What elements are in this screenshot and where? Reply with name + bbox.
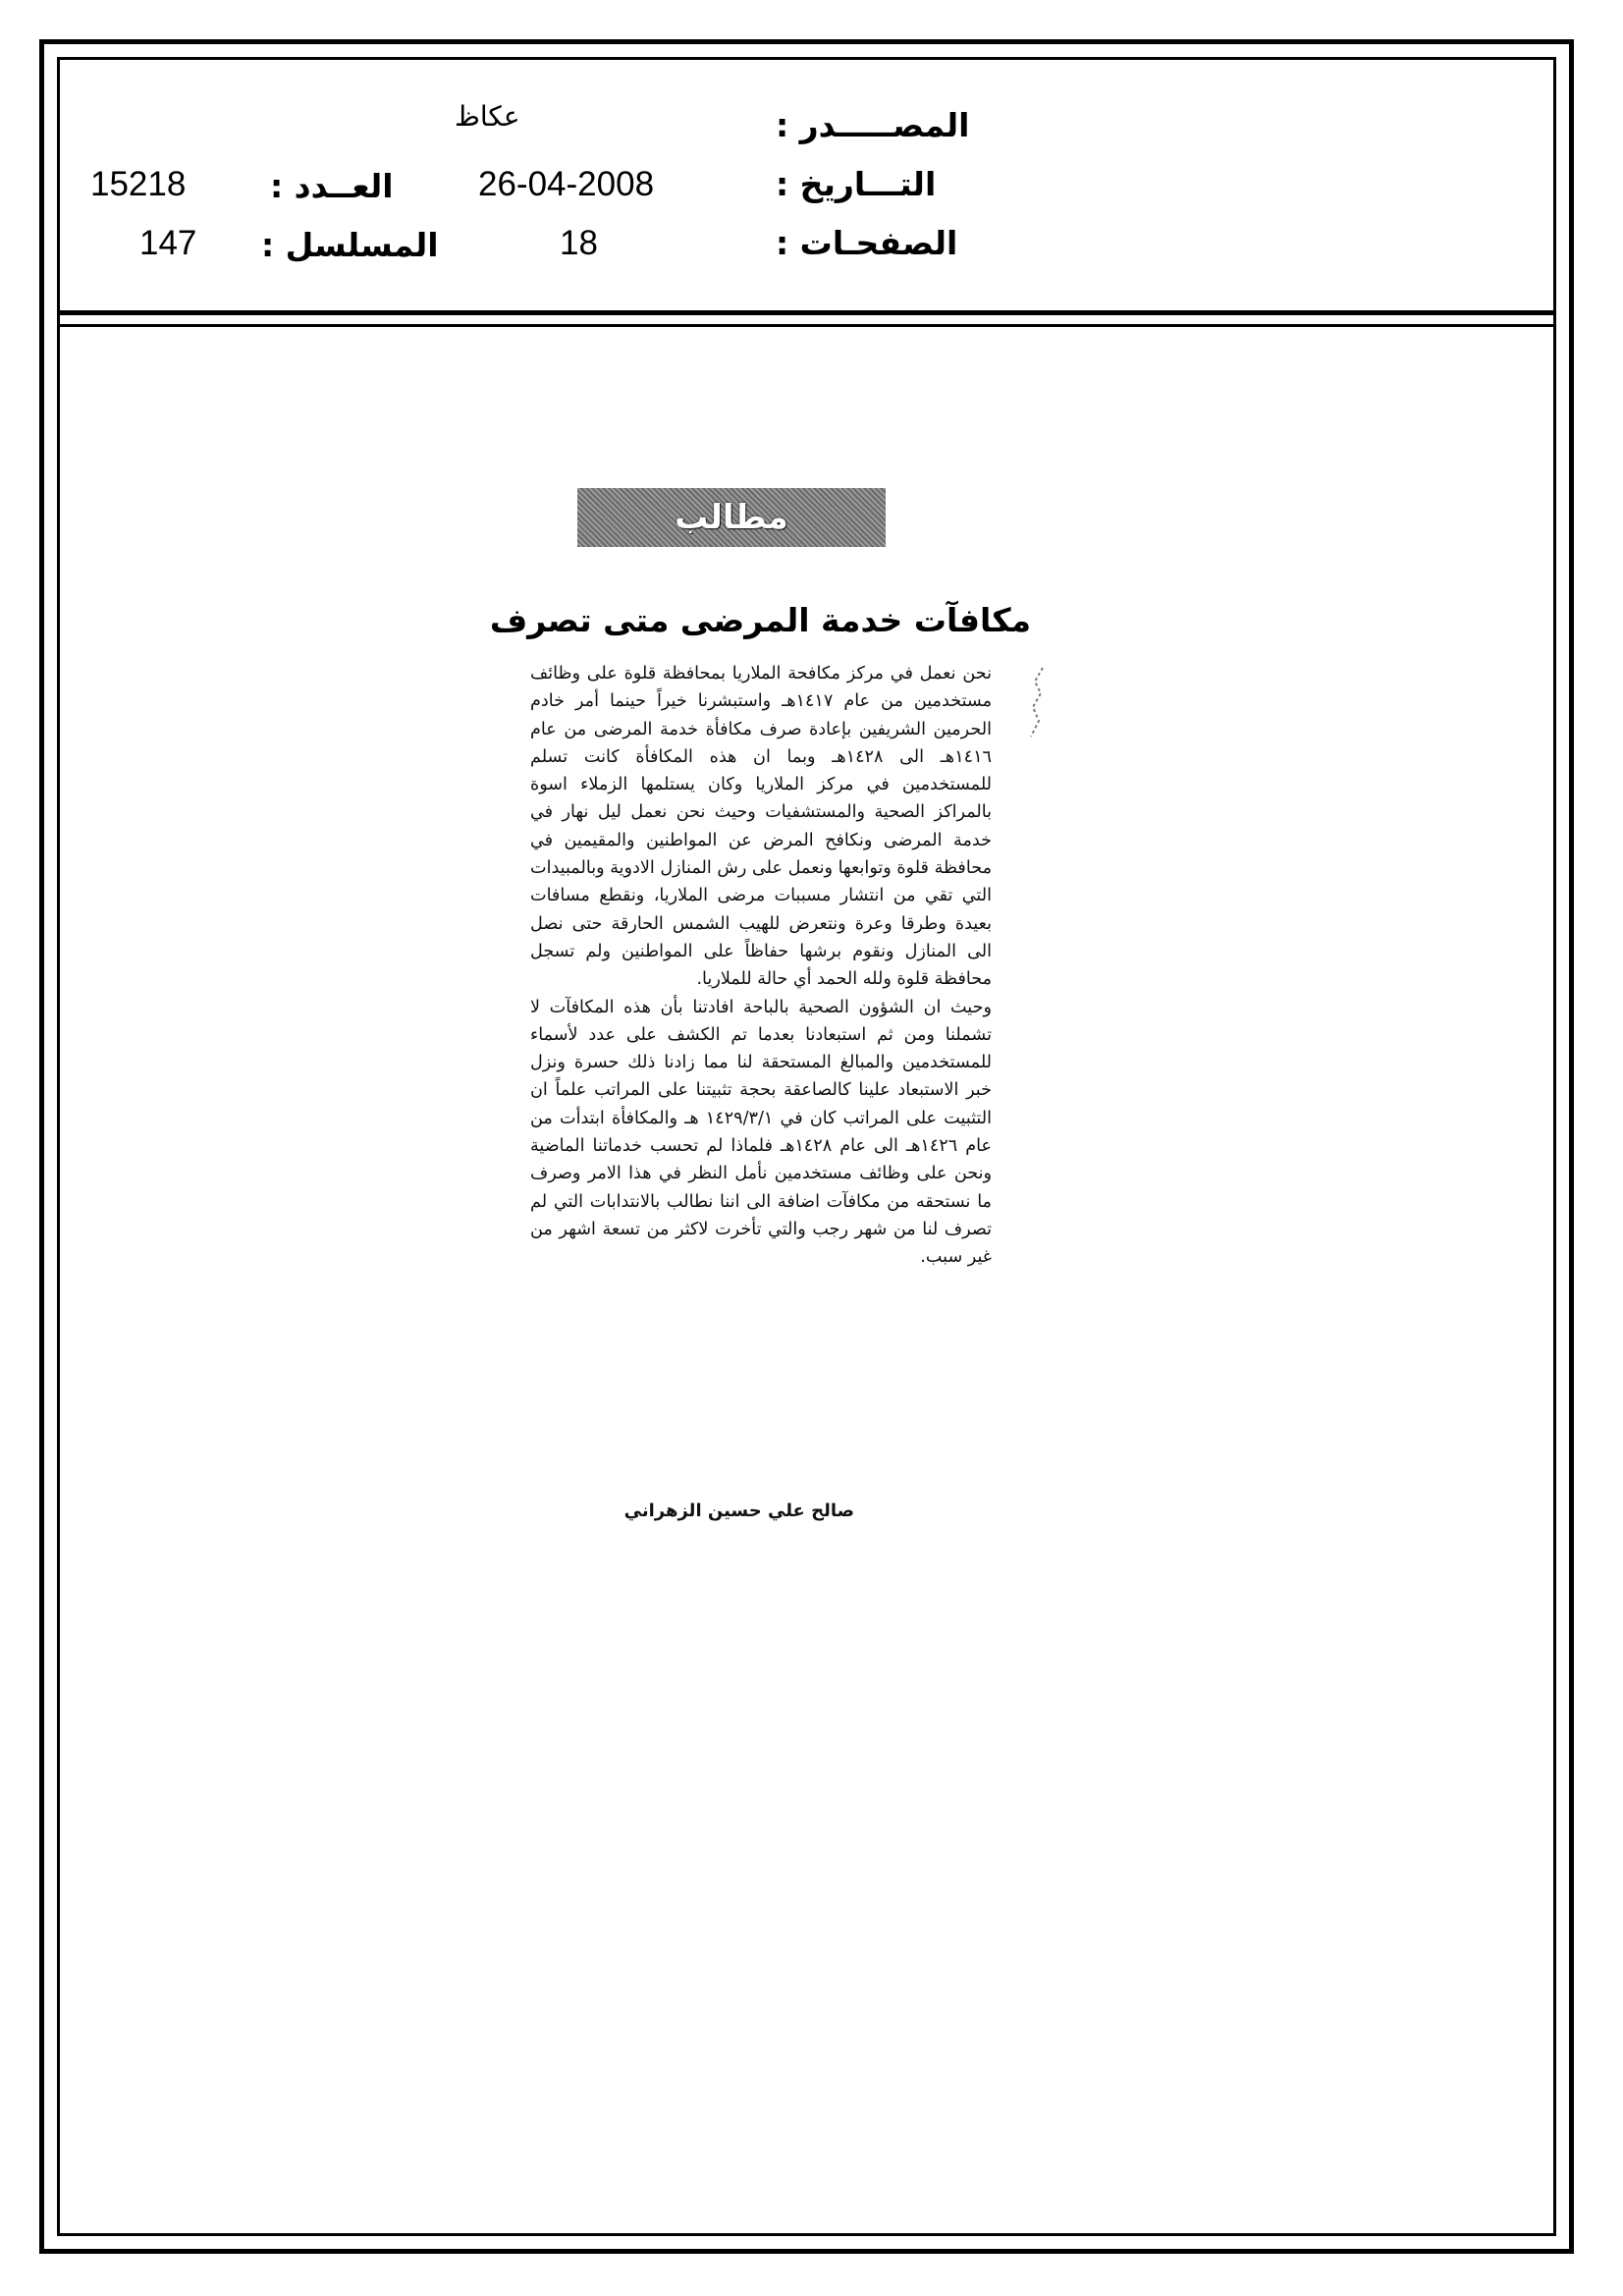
date-value: 26-04-2008 [478,165,655,203]
section-banner [577,488,886,547]
serial-value: 147 [139,224,197,262]
article-headline: مكافآت خدمة المرضى متى تصرف [489,601,1031,639]
issue-value: 15218 [90,165,187,203]
source-label: المصـــــدر : [776,106,970,144]
issue-label: العــدد : [270,167,394,205]
article-paragraph: وحيث ان الشؤون الصحية بالباحة افادتنا بأن هذه المكافآت لا تشملنا ومن ثم استبعادنا بعدما تم الكشف على عدد لأسماء للمستخدمين والمبالغ المستحقة لنا مما زادنا ذلك حسرة ونزل خبر الاستبعاد علينا كالصاعقة بحجة تثبيتنا على المراتب علماً ان التثبيت على المراتب كان في ١٤٢٩/٣/١ هـ والمكافأة ابتدأت من عام ١٤٢٦هـ الى عام ١٤٢٨هـ فلماذا لم تحسب خدماتنا الماضية ونحن على وظائف مستخدمين نأمل النظر في هذا الامر وصرف ما نستحقه من مكافآت اضافة الى اننا نطالب بالانتدابات التي لم تصرف لنا من شهر رجب والتي تأخرت لاكثر من تسعة اشهر من غير سبب. [530,997,992,1268]
scan-edge-mark [1021,664,1051,742]
date-label: التـــاريخ : [776,165,937,203]
header-divider [57,310,1556,315]
section-banner-text: مطالب [675,498,788,537]
article-body [530,660,992,1272]
pages-value: 18 [560,224,598,262]
article-signature: صالح علي حسين الزهراني [623,1501,854,1521]
pages-label: الصفحـات : [776,224,958,262]
serial-label: المسلسل : [261,226,439,264]
article-paragraph: نحن نعمل في مركز مكافحة الملاريا بمحافظة قلوة على وظائف مستخدمين من عام ١٤١٧هـ واستبشرنا خيراً حينما أمر خادم الحرمين الشريفين بإعادة صرف مكافأة خدمة المرضى من عام ١٤١٦هـ الى ١٤٢٨هـ وبما ان هذه المكافأة كانت تسلم للمستخدمين في مركز الملاريا وكان يستلمها الزملاء اسوة بالمراكز الصحية والمستشفيات وحيث نحن نعمل ليل نهار في خدمة المرضى ونكافح المرض عن المواطنين والمقيمين في محافظة قلوة وتوابعها ونعمل على رش المنازل الادوية وبالمبيدات التي تقي من انتشار مسببات مرضى الملاريا، ونقطع مسافات بعيدة وطرقا وعرة ونتعرض للهيب الشمس الحارقة حتى نصل الى المنازل ونقوم برشها حفاظاً على المواطنين ولم تسجل محافظة قلوة ولله الحمد أي حالة للملاريا. [530,664,992,990]
source-value: عكاظ [455,100,520,133]
header-divider-secondary [57,324,1556,327]
